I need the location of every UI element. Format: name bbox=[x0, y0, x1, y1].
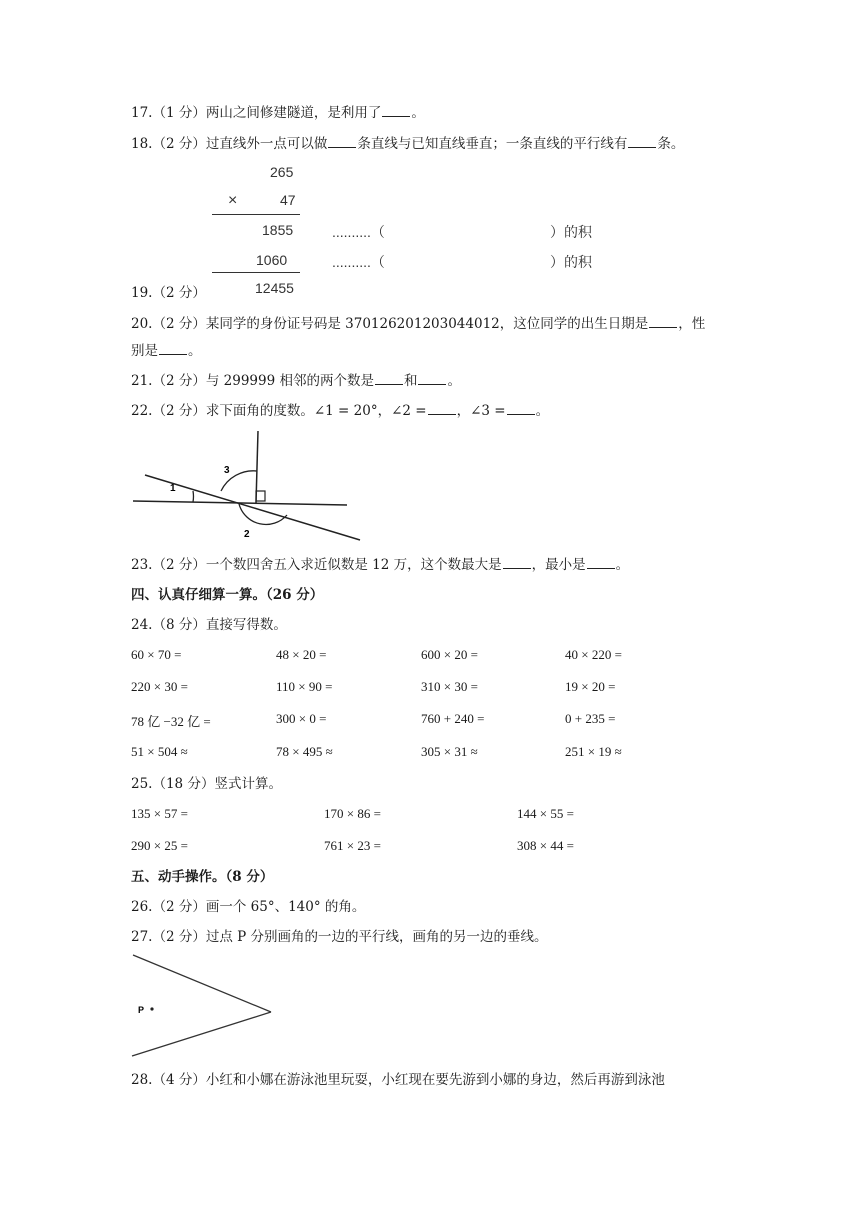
question-18: 18.（2 分）过直线外一点可以做 条直线与已知直线垂直；一条直线的平行线有 条。 bbox=[131, 136, 685, 152]
angle-lower-side bbox=[132, 1012, 271, 1056]
question-27: 27.（2 分）过点 P 分别画角的一边的平行线，画角的另一边的垂线。 bbox=[131, 929, 548, 945]
calc-item: 761 × 23 = bbox=[324, 838, 381, 853]
question-25: 25.（18 分）竖式计算。 bbox=[131, 776, 282, 792]
calc-item: 170 × 86 = bbox=[324, 806, 381, 821]
right-angle-mark bbox=[256, 491, 265, 501]
calc-item: 60 × 70 = bbox=[131, 647, 182, 662]
answer-blank[interactable] bbox=[382, 103, 410, 117]
section-4-heading: 四、认真仔细算一算。（26 分） bbox=[131, 587, 324, 603]
point-p bbox=[150, 1007, 153, 1010]
calc-item: 51 × 504 ≈ bbox=[131, 744, 188, 759]
calc-item: 0 + 235 = bbox=[565, 711, 616, 726]
divider-line bbox=[212, 272, 300, 273]
calc-item: 600 × 20 = bbox=[421, 647, 478, 662]
slanted-line bbox=[145, 475, 360, 540]
calc-item: 310 × 30 = bbox=[421, 679, 478, 694]
calc-item: 48 × 20 = bbox=[276, 647, 327, 662]
angle-figure bbox=[125, 425, 365, 550]
section-5-heading: 五、动手操作。（8 分） bbox=[131, 869, 274, 885]
calc-item: 251 × 19 ≈ bbox=[565, 744, 622, 759]
multiplicand: 265 bbox=[270, 164, 294, 180]
point-p-label: P bbox=[138, 1005, 145, 1015]
calc-item: 19 × 20 = bbox=[565, 679, 616, 694]
question-28: 28.（4 分）小红和小娜在游泳池里玩耍，小红现在要先游到小娜的身边，然后再游到泳池 bbox=[131, 1072, 665, 1088]
final-product: 12455 bbox=[255, 280, 294, 296]
answer-blank[interactable] bbox=[418, 371, 446, 385]
angle-3-label: 3 bbox=[224, 465, 230, 476]
answer-blank[interactable] bbox=[328, 134, 356, 148]
calc-item: 308 × 44 = bbox=[517, 838, 574, 853]
question-20: 20.（2 分）某同学的身份证号码是 370126201203044012，这位同学的出生日期是 ，性 bbox=[131, 316, 706, 332]
question-22: 22.（2 分）求下面角的度数。∠1 = 20°，∠2 = ，∠3 = 。 bbox=[131, 403, 550, 419]
partial-product-2: 1060 bbox=[256, 252, 288, 268]
answer-blank[interactable] bbox=[649, 314, 677, 328]
question-17: 17.（1 分）两山之间修建隧道，是利用了 。 bbox=[131, 105, 425, 121]
calc-item: 78 亿 −32 亿 = bbox=[131, 714, 211, 729]
calc-item: 305 × 31 ≈ bbox=[421, 744, 478, 759]
calc-item: 135 × 57 = bbox=[131, 806, 188, 821]
angle-upper-side bbox=[133, 955, 271, 1012]
question-20-cont: 别是 。 bbox=[131, 343, 202, 359]
calc-item: 78 × 495 ≈ bbox=[276, 744, 333, 759]
product-label-2: ）的积 bbox=[550, 254, 592, 270]
question-19: 19.（2 分） bbox=[131, 285, 206, 301]
question-26: 26.（2 分）画一个 65°、140° 的角。 bbox=[131, 899, 366, 915]
calc-item: 290 × 25 = bbox=[131, 838, 188, 853]
angle-p-figure bbox=[125, 950, 280, 1062]
calc-item: 40 × 220 = bbox=[565, 647, 622, 662]
calc-item: 110 × 90 = bbox=[276, 679, 333, 694]
answer-blank[interactable] bbox=[628, 134, 656, 148]
calc-item: 220 × 30 = bbox=[131, 679, 188, 694]
calc-item: 144 × 55 = bbox=[517, 806, 574, 821]
dots-2: ..........（ bbox=[332, 254, 385, 270]
dots-1: ..........（ bbox=[332, 224, 385, 240]
answer-blank[interactable] bbox=[159, 341, 187, 355]
question-24: 24.（8 分）直接写得数。 bbox=[131, 617, 287, 633]
answer-blank[interactable] bbox=[375, 371, 403, 385]
product-label-1: ）的积 bbox=[550, 224, 592, 240]
answer-blank[interactable] bbox=[503, 555, 531, 569]
partial-product-1: 1855 bbox=[262, 222, 294, 238]
question-21: 21.（2 分）与 299999 相邻的两个数是 和 。 bbox=[131, 373, 461, 389]
question-23: 23.（2 分）一个数四舍五入求近似数是 12 万，这个数最大是 ，最小是 。 bbox=[131, 557, 630, 573]
answer-blank[interactable] bbox=[587, 555, 615, 569]
divider-line bbox=[212, 214, 300, 215]
angle-2-label: 2 bbox=[244, 529, 250, 540]
angle-1-label: 1 bbox=[170, 483, 176, 494]
answer-blank[interactable] bbox=[428, 401, 456, 415]
calc-item: 760 + 240 = bbox=[421, 711, 485, 726]
answer-blank[interactable] bbox=[507, 401, 535, 415]
multiplier: 47 bbox=[280, 192, 296, 208]
angle-2-arc bbox=[239, 504, 287, 525]
calc-item: 300 × 0 = bbox=[276, 711, 327, 726]
times-sign: × bbox=[228, 192, 238, 209]
